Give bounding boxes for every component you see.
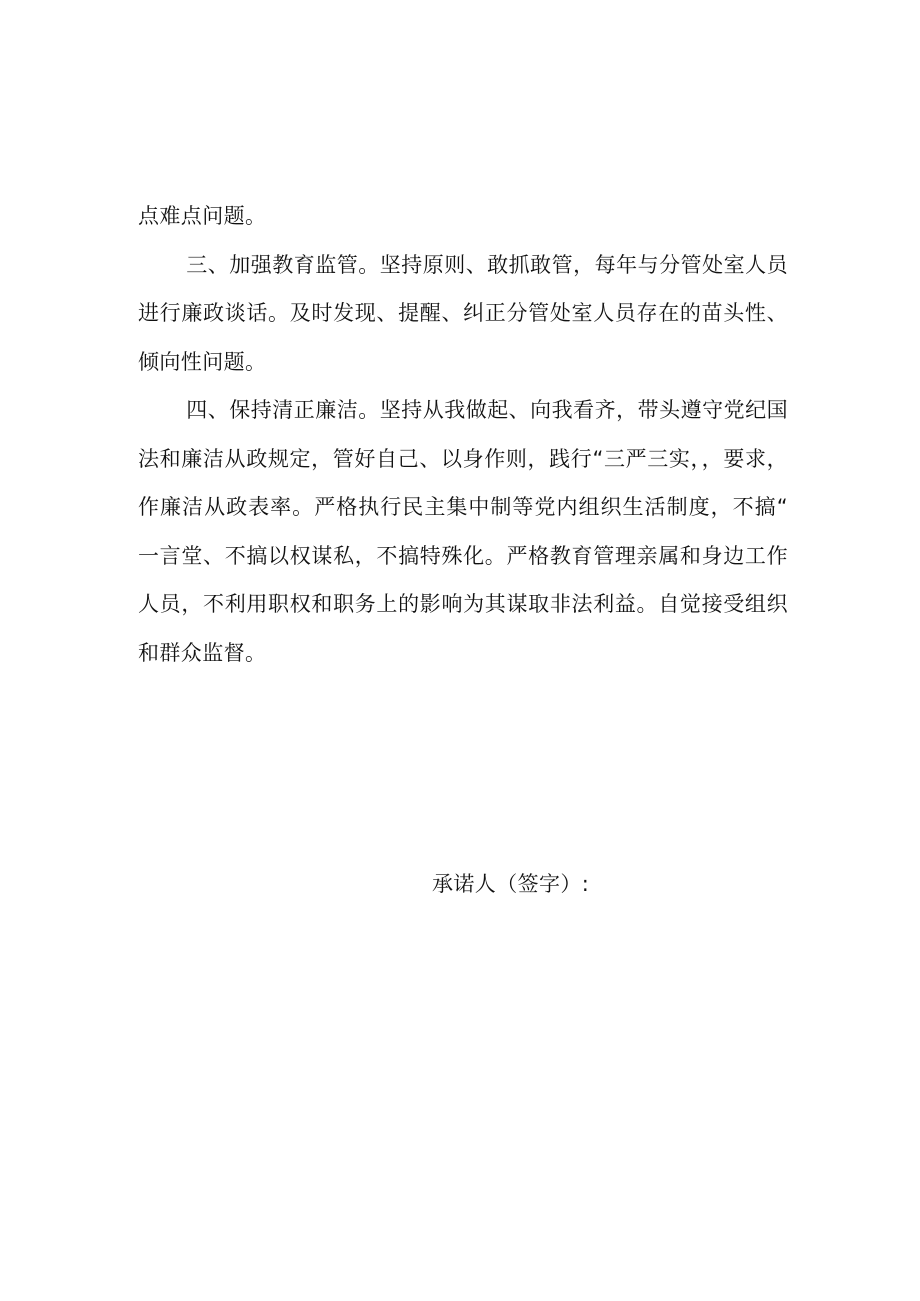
paragraph-continuation: 点难点问题。 <box>138 204 267 228</box>
paragraph-integrity: 四、保持清正廉洁。坚持从我做起、向我看齐，带头遵守党纪国法和廉洁从政规定，管好自己、以身作则，践行“三严三实，，要求，作廉洁从政表率。严格执行民主集中制等党内组织生活制度，不搞“一言堂、不搞以权谋私，不搞特殊化。严格教育管理亲属和身边工作人员，不利用职权和职务上的影响为其谋取非法利益。自觉接受组织和群众监督。 <box>138 398 788 665</box>
document-body <box>138 192 788 677</box>
signature-line: 承诺人（签字）: <box>432 872 590 896</box>
paragraph-education-supervision: 三、加强教育监管。坚持原则、敢抓敢管，每年与分管处室人员进行廉政谈话。及时发现、提醒、纠正分管处室人员存在的苗头性、倾向性问题。 <box>138 252 788 374</box>
